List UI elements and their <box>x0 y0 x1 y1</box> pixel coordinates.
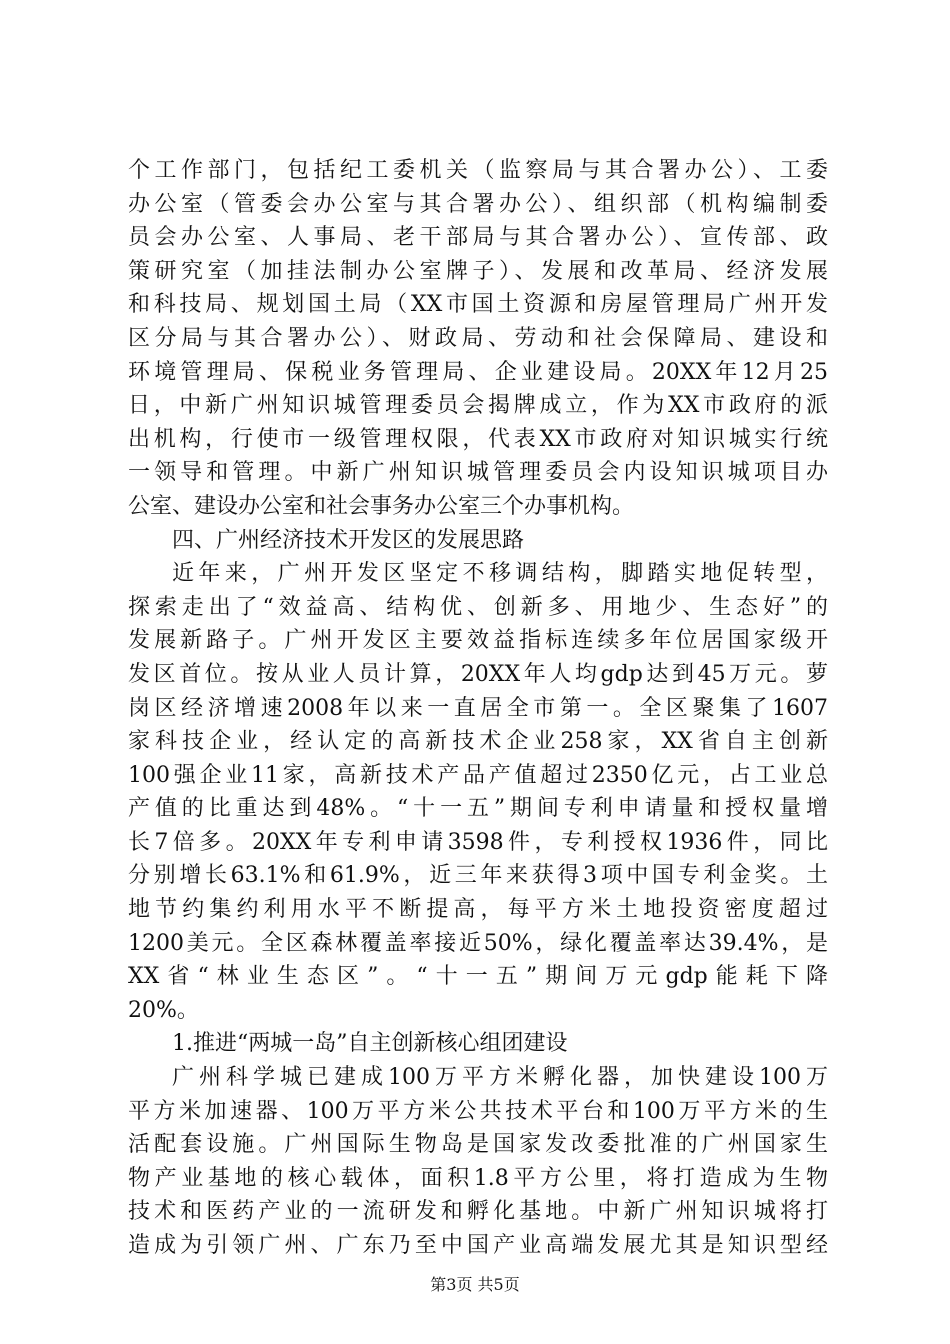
text-line: 办公室（管委会办公室与其合署办公）、组织部（机构编制委 <box>128 191 828 217</box>
text-line: 策研究室（加挂法制办公室牌子）、发展和改革局、经济发展 <box>128 258 828 284</box>
text-line: 区分局与其合署办公）、财政局、劳动和社会保障局、建设和 <box>128 325 828 351</box>
text-line: 活配套设施。广州国际生物岛是国家发改委批准的广州国家生 <box>128 1132 828 1158</box>
text-line: 出机构，行使市一级管理权限，代表XX市政府对知识城实行统 <box>128 426 828 452</box>
text-line: 产值的比重达到48%。“十一五”期间专利申请量和授权量增 <box>128 796 828 822</box>
text-line: 环境管理局、保税业务管理局、企业建设局。20XX年12月25 <box>128 359 828 385</box>
text-line: 100强企业11家，高新技术产品产值超过2350亿元，占工业总 <box>128 762 828 788</box>
text-line: 公室、建设办公室和社会事务办公室三个办事机构。 <box>128 493 635 519</box>
text-line: 近年来，广州开发区坚定不移调结构，脚踏实地促转型， <box>172 561 828 587</box>
text-line: 造成为引领广州、广东乃至中国产业高端发展尤其是知识型经 <box>128 1233 828 1258</box>
text-line: 员会办公室、人事局、老干部局与其合署办公）、宣传部、政 <box>128 225 828 251</box>
subsection-heading: 1.推进“两城一岛”自主创新核心组团建设 <box>172 1031 568 1057</box>
text-line: 物产业基地的核心载体，面积1.8平方公里，将打造成为生物 <box>128 1165 828 1191</box>
text-line: 和科技局、规划国土局（XX市国土资源和房屋管理局广州开发 <box>128 292 828 318</box>
text-line: 个工作部门，包括纪工委机关（监察局与其合署办公）、工委 <box>128 158 828 183</box>
text-line: 一领导和管理。中新广州知识城管理委员会内设知识城项目办 <box>128 460 828 486</box>
text-line: 长7倍多。20XX年专利申请3598件，专利授权1936件，同比 <box>128 829 828 855</box>
text-line: 广州科学城已建成100万平方米孵化器，加快建设100万 <box>172 1065 828 1091</box>
section-heading: 四、广州经济技术开发区的发展思路 <box>172 527 525 553</box>
text-line: 发区首位。按从业人员计算，20XX年人均gdp达到45万元。萝 <box>128 661 828 687</box>
text-line: 岗区经济增速2008年以来一直居全市第一。全区聚集了1607 <box>128 695 828 721</box>
text-line: XX省“林业生态区”。“十一五”期间万元gdp能耗下降 <box>128 964 828 990</box>
text-line: 分别增长63.1%和61.9%，近三年来获得3项中国专利金奖。土 <box>128 863 828 889</box>
text-line: 20%。 <box>128 997 199 1023</box>
text-line: 1200美元。全区森林覆盖率接近50%，绿化覆盖率达39.4%，是 <box>128 930 828 956</box>
text-line: 地节约集约利用水平不断提高，每平方米土地投资密度超过 <box>128 897 828 923</box>
text-line: 探索走出了“效益高、结构优、创新多、用地少、生态好”的 <box>128 594 828 620</box>
text-line: 技术和医药产业的一流研发和孵化基地。中新广州知识城将打 <box>128 1199 828 1225</box>
text-line: 日，中新广州知识城管理委员会揭牌成立，作为XX市政府的派 <box>128 393 828 419</box>
page-number-footer: 第3页 共5页 <box>430 1275 520 1294</box>
text-line: 家科技企业，经认定的高新技术企业258家，XX省自主创新 <box>128 729 828 755</box>
text-line: 平方米加速器、100万平方米公共技术平台和100万平方米的生 <box>128 1098 828 1124</box>
text-line: 发展新路子。广州开发区主要效益指标连续多年位居国家级开 <box>128 628 828 654</box>
body-text <box>128 154 828 1263</box>
